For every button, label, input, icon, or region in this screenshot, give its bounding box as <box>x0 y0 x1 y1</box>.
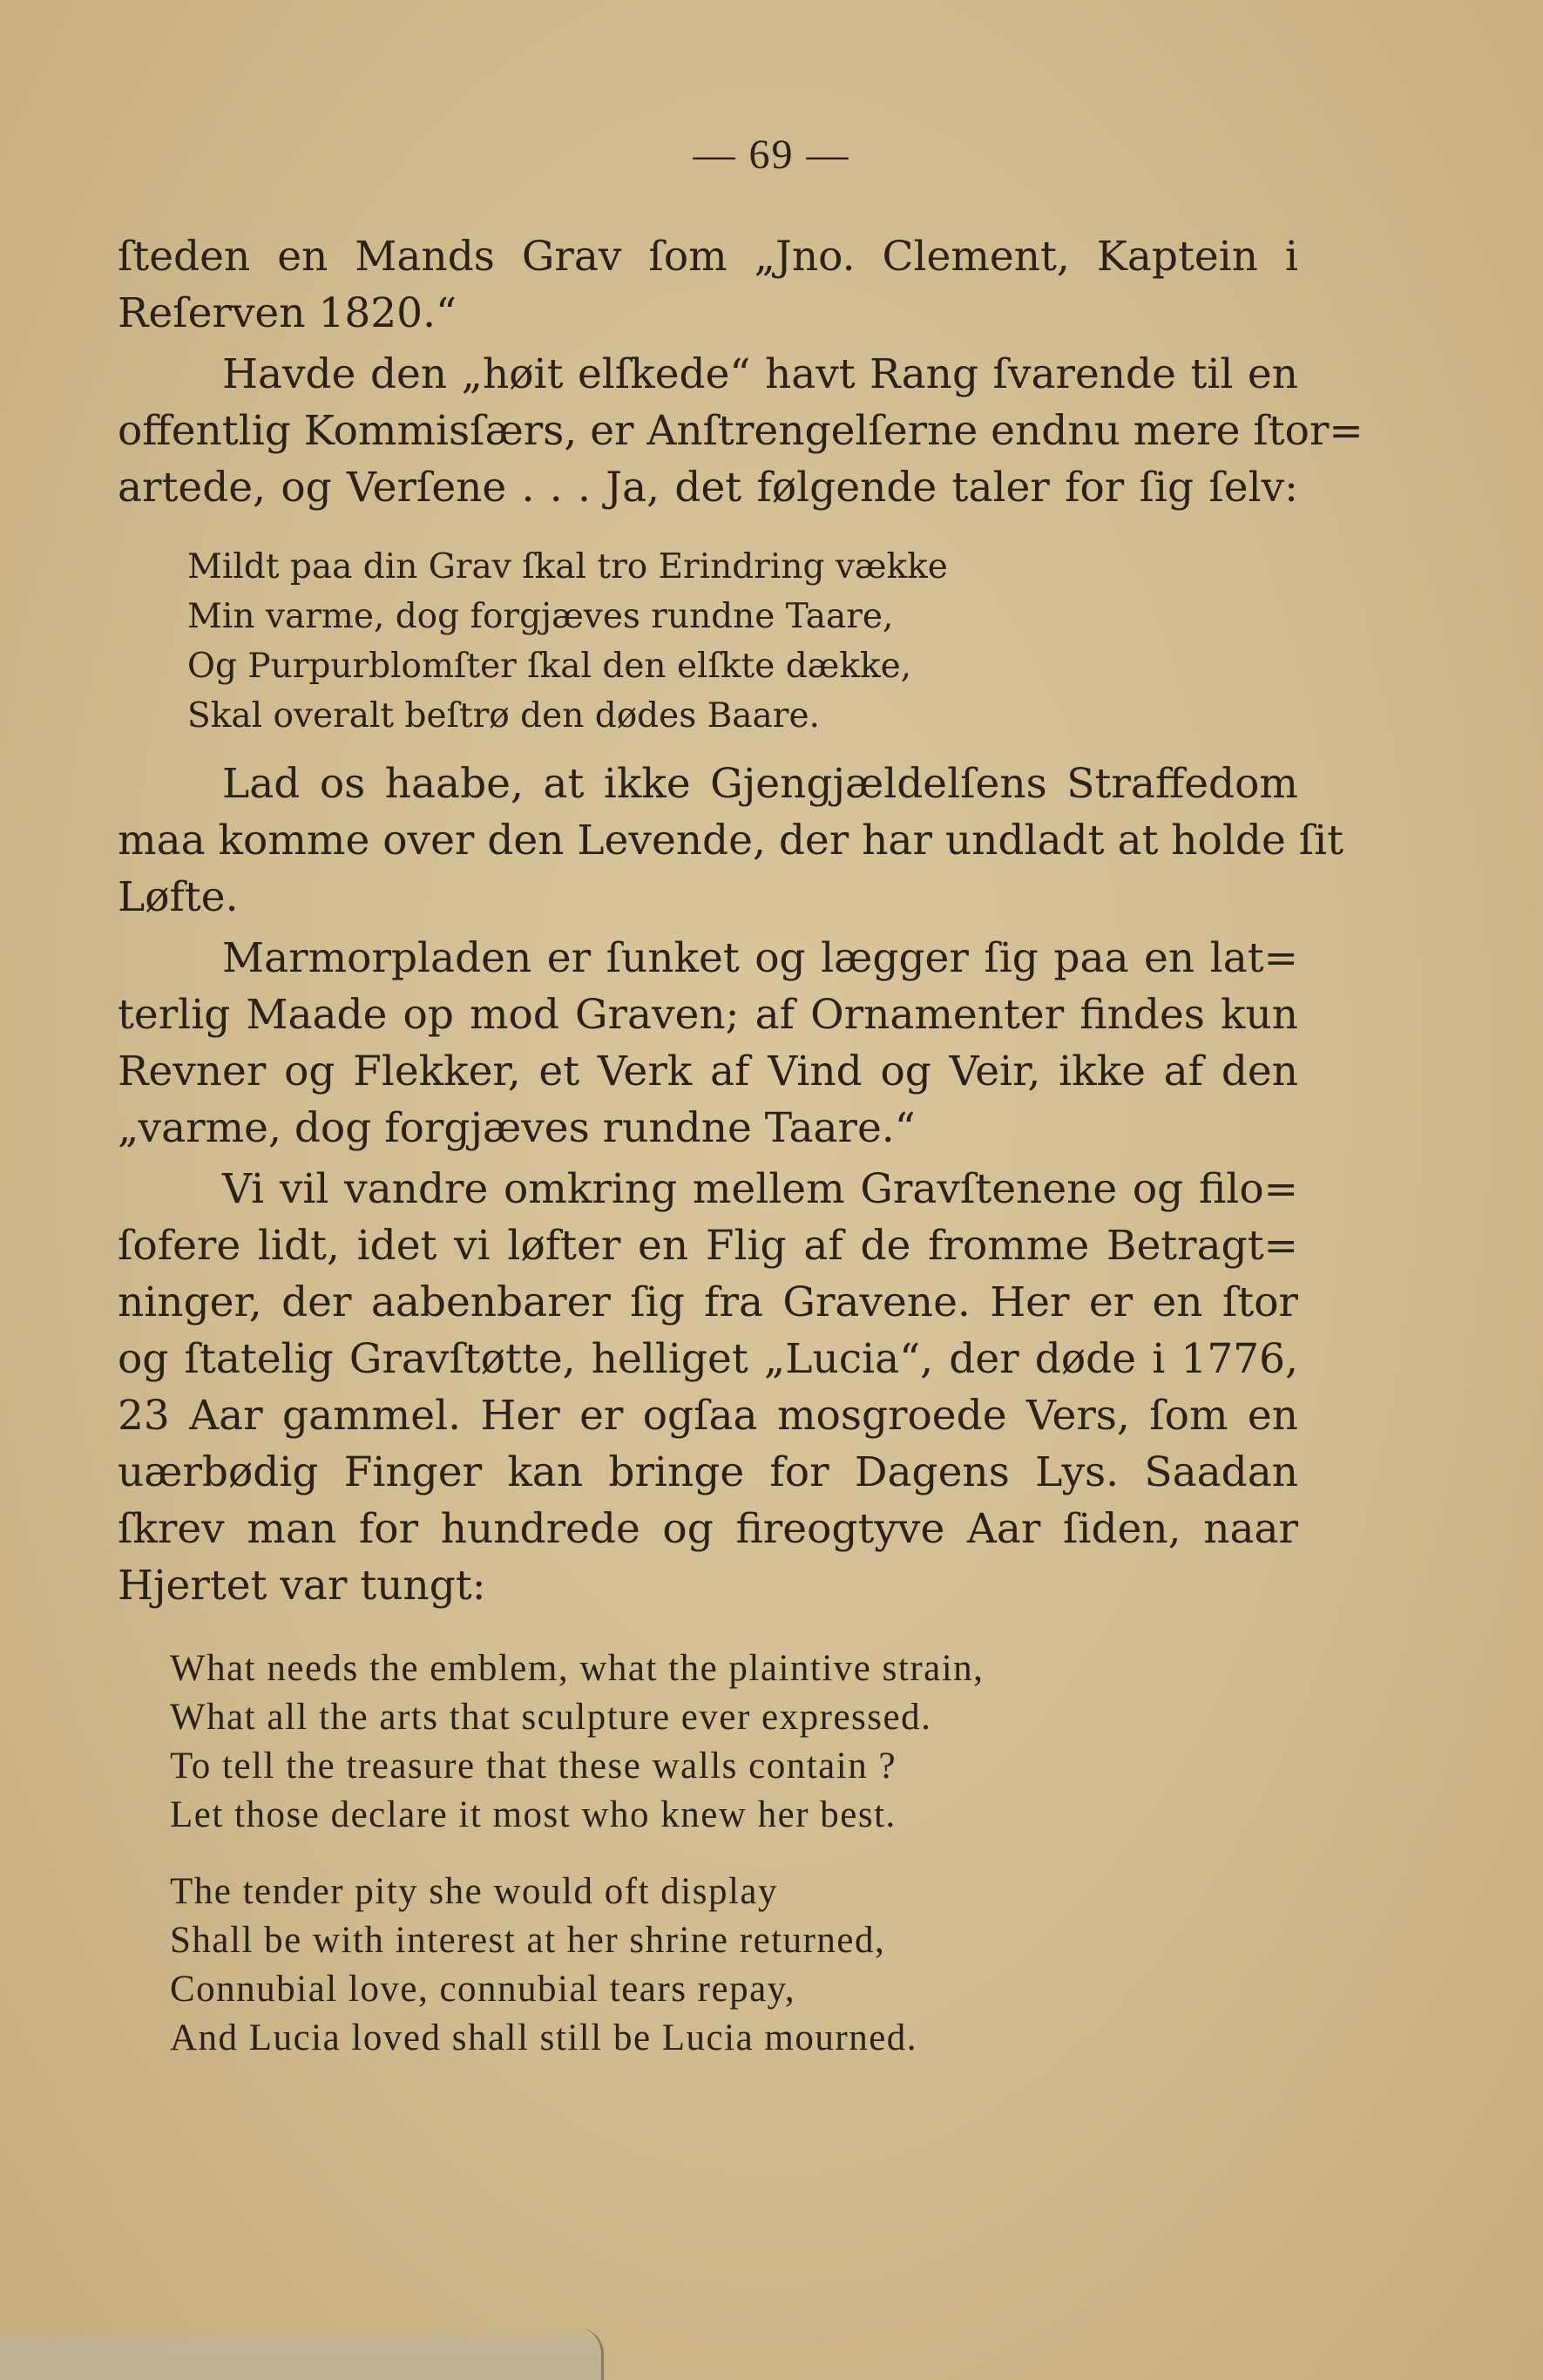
english-poem-line: The tender pity she would oft display <box>170 1871 778 1912</box>
poem-line: Og Purpurblomſter ſkal den elſkte dække, <box>187 647 912 686</box>
page-edge-shadow <box>0 2328 604 2380</box>
text-line: Reſerven 1820.“ <box>118 289 457 337</box>
english-poem-line: And Lucia loved shall still be Lucia mourned. <box>170 2017 918 2058</box>
english-poem-line: What needs the emblem, what the plaintive strain, <box>170 1648 985 1689</box>
text-line: Vi vil vandre omkring mellem Gravſtenene og filo= <box>222 1165 1298 1213</box>
text-line: ſofere lidt, idet vi løfter en Flig af de fromme Betragt= <box>118 1222 1298 1270</box>
text-line: maa komme over den Levende, der har undladt at holde ſit <box>118 817 1344 865</box>
text-line: Lad os haabe, at ikke Gjengjældelſens Straffedom <box>222 760 1298 808</box>
text-line: Hjertet var tungt: <box>118 1562 486 1610</box>
text-line: Havde den „høit elſkede“ havt Rang ſvarende til en <box>222 350 1298 398</box>
text-line: ſkrev man for hundrede og fireogtyve Aar ſiden, naar <box>118 1505 1298 1553</box>
text-line: uærbødig Finger kan bringe for Dagens Lys. Saadan <box>118 1448 1298 1496</box>
page-number: — 69 — <box>693 132 850 178</box>
text-line: og ſtatelig Gravſtøtte, helliget „Lucia“, der døde i 1776, <box>118 1335 1298 1383</box>
text-line: Løfte. <box>118 873 239 921</box>
text-line: terlig Maade op mod Graven; af Ornamenter findes kun <box>118 991 1298 1039</box>
text-line: artede, og Verſene . . . Ja, det følgende taler for ſig ſelv: <box>118 464 1298 512</box>
english-poem-line: Let those declare it most who knew her best. <box>170 1794 897 1835</box>
poem-line: Skal overalt beſtrø den dødes Baare. <box>187 696 820 736</box>
text-line: ninger, der aabenbarer ſig fra Gravene. Her er en ſtor <box>118 1278 1298 1326</box>
english-poem-line: What all the arts that sculpture ever expressed. <box>170 1697 932 1738</box>
english-poem-line: Shall be with interest at her shrine returned, <box>170 1920 886 1961</box>
text-line: ſteden en Mands Grav ſom „Jno. Clement, Kaptein i <box>118 233 1298 281</box>
english-poem-line: To tell the treasure that these walls contain ? <box>170 1746 897 1787</box>
text-line: „varme, dog forgjæves rundne Taare.“ <box>118 1104 916 1152</box>
text-line: Revner og Flekker, et Verk af Vind og Veir, ikke af den <box>118 1048 1298 1095</box>
text-line: 23 Aar gammel. Her er ogſaa mosgroede Vers, ſom en <box>118 1392 1298 1440</box>
text-line: Marmorpladen er ſunket og lægger ſig paa en lat= <box>222 934 1298 982</box>
poem-line: Mildt paa din Grav ſkal tro Erindring vække <box>187 547 948 587</box>
english-poem-line: Connubial love, connubial tears repay, <box>170 1969 796 2010</box>
text-line: offentlig Kommisſærs, er Anſtrengelſerne endnu mere ſtor= <box>118 407 1364 455</box>
poem-line: Min varme, dog forgjæves rundne Taare, <box>187 597 894 636</box>
